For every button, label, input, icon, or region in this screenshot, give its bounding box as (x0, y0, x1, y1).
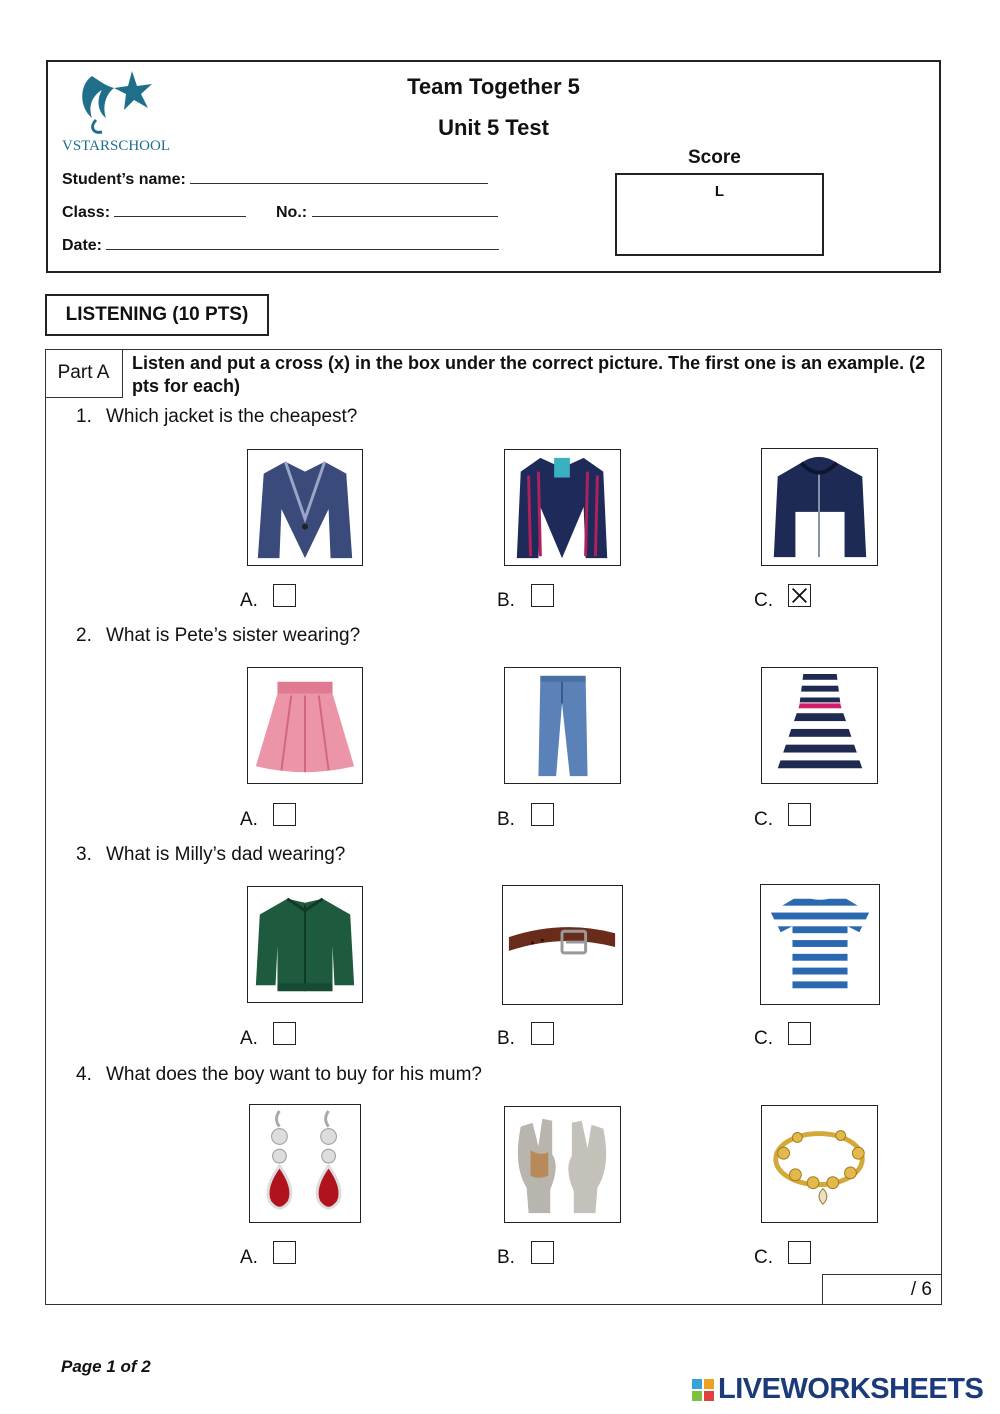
class-input[interactable] (114, 203, 246, 217)
checkbox-q3-a[interactable] (273, 1022, 296, 1045)
date-input[interactable] (106, 236, 499, 250)
skirt-icon (247, 667, 363, 784)
option-label: A. (240, 1247, 258, 1268)
bracelet-icon (761, 1105, 878, 1223)
question-text: What is Pete’s sister wearing? (106, 625, 361, 646)
option-label: A. (240, 590, 258, 611)
class-label: Class: (62, 204, 111, 221)
striped-tshirt-icon (760, 884, 880, 1005)
option-label: B. (497, 1028, 515, 1049)
question-2 (76, 625, 360, 647)
question-4 (76, 1064, 482, 1086)
logo-text: VSTARSCHOOL (62, 138, 170, 154)
student-name-label: Student’s name: (62, 171, 186, 188)
no-field (276, 203, 498, 222)
checkbox-q3-c[interactable] (788, 1022, 811, 1045)
option-label: C. (754, 590, 773, 611)
belt-icon (502, 885, 623, 1005)
jeans-icon (504, 667, 621, 784)
student-name-field (62, 170, 488, 189)
question-text: What does the boy want to buy for his mum? (106, 1064, 482, 1085)
checkbox-q2-c[interactable] (788, 803, 811, 826)
brand-text: LIVEWORKSHEETS (718, 1373, 984, 1405)
question-number: 1. (76, 406, 92, 427)
dress-icon (761, 667, 878, 784)
striped-blazer-icon (504, 449, 621, 566)
part-a-instruction: Listen and put a cross (x) in the box under the correct picture. The first one is an example. (2 pts for each) (132, 353, 926, 396)
no-label: No.: (276, 204, 308, 221)
question-number: 3. (76, 844, 92, 865)
cross-mark-icon (789, 585, 810, 606)
score-box (615, 173, 824, 256)
checkbox-q4-c[interactable] (788, 1241, 811, 1264)
option-label: A. (240, 1028, 258, 1049)
option-label: A. (240, 809, 258, 830)
checkbox-q3-b[interactable] (531, 1022, 554, 1045)
page-number: Page 1 of 2 (61, 1357, 151, 1376)
test-title: Team Together 5 (407, 74, 580, 99)
option-label: B. (497, 1247, 515, 1268)
test-subtitle: Unit 5 Test (438, 115, 549, 140)
liveworksheets-logo (692, 1373, 983, 1406)
option-label: C. (754, 1028, 773, 1049)
question-1 (76, 406, 357, 428)
date-label: Date: (62, 237, 103, 254)
part-a-label: Part A (45, 349, 123, 398)
no-input[interactable] (312, 203, 498, 217)
blazer-icon (247, 449, 363, 566)
question-number: 4. (76, 1064, 92, 1085)
checkbox-q4-b[interactable] (531, 1241, 554, 1264)
question-text: What is Milly’s dad wearing? (106, 844, 346, 865)
option-label: C. (754, 809, 773, 830)
score-sub-label: L (714, 183, 725, 200)
gloves-icon (504, 1106, 621, 1223)
option-label: C. (754, 1247, 773, 1268)
checkbox-q2-b[interactable] (531, 803, 554, 826)
checkbox-q4-a[interactable] (273, 1241, 296, 1264)
green-jacket-icon (247, 886, 363, 1003)
option-label: B. (497, 809, 515, 830)
question-3 (76, 844, 345, 866)
question-text: Which jacket is the cheapest? (106, 406, 358, 427)
hoodie-icon (761, 448, 878, 566)
checkbox-q2-a[interactable] (273, 803, 296, 826)
class-field (62, 203, 246, 222)
question-number: 2. (76, 625, 92, 646)
score-label: Score (688, 147, 741, 168)
liveworksheets-grid-icon (692, 1379, 714, 1401)
student-name-input[interactable] (190, 170, 488, 184)
option-label: B. (497, 590, 515, 611)
part-a-total: / 6 (822, 1274, 942, 1305)
checkbox-q1-a[interactable] (273, 584, 296, 607)
earrings-icon (249, 1104, 361, 1223)
checkbox-q1-b[interactable] (531, 584, 554, 607)
checkbox-q1-c-checked[interactable] (788, 584, 811, 607)
section-title: LISTENING (10 PTS) (45, 294, 269, 336)
date-field (62, 236, 499, 255)
